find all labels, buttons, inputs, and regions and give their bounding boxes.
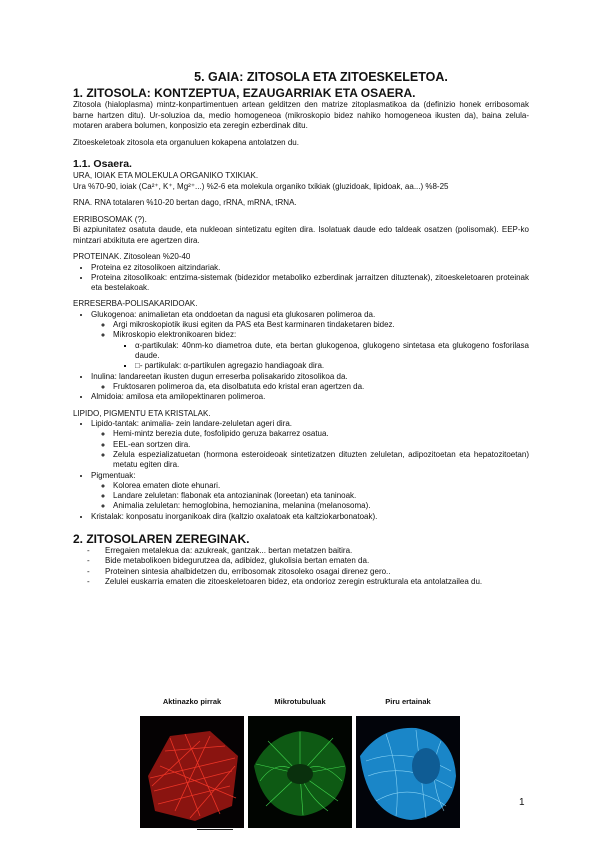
ura-text: Ura %70-90, ioiak (Ca²⁺, K⁺, Mg²⁺...) %2-6 eta molekula organiko txikiak (gluzidoak, lipidoak, aa...) %8-25: [73, 181, 449, 191]
document-title: 5. GAIA: ZITOSOLA ETA ZITOESKELETOA.: [194, 70, 448, 84]
list-item: [91, 372, 529, 393]
list-item: ◦ Animalia zeluletan: hemoglobina, hemozianina, melanina (melanosoma).: [113, 501, 529, 511]
section-1-heading: 1. ZITOSOLA: KONTZEPTUA, EZAUGARRIAK ETA OSAERA.: [73, 86, 416, 100]
pigmentuak-text: Pigmentuak:: [91, 470, 136, 480]
lipido-list: [73, 419, 529, 522]
list-item: [113, 330, 529, 371]
list-item: [91, 419, 529, 470]
list-item: ◦ Hemi-mintz berezia dute, fosfolipido geruza bakarrez osatua.: [113, 429, 529, 439]
list-item: [91, 471, 529, 512]
glukogenoa-text: Glukogenoa: animalietan eta onddoetan da nagusi eta glukosaren polimeroa da.: [91, 309, 376, 319]
erreserba-label: ERRESERBA-POLISAKARIDOAK.: [73, 299, 198, 309]
glukogenoa-sub: Mikroskopio elektronikoaren bidez:: [113, 330, 237, 340]
list-item: - Erregaien metalekua da: azukreak, gantzak... bertan metatzen baitira.: [87, 546, 529, 556]
inulina-text: Inulina: landareetan ikusten dugun erreserba polisakarido zitosolikoa da.: [91, 371, 348, 381]
erribosomak-label: ERRIBOSOMAK (?).: [73, 214, 147, 224]
list-item: ◦ Kolorea ematen diote ehunari.: [113, 481, 529, 491]
document-page: [73, 70, 529, 587]
section-1-paragraph-2: Zitoeskeletoak zitosola eta organuluen kokapena antolatzen du.: [73, 137, 299, 147]
figure-caption: Aktinazko pirrak: [162, 697, 222, 706]
proteinak-label: PROTEINAK. Zitosolean %20-40: [73, 252, 191, 261]
actin-filaments-image: [140, 716, 244, 828]
figure-mikrotubuluak: [248, 697, 352, 833]
zereginak-list: [73, 546, 529, 587]
erreserba-list: [73, 310, 529, 403]
figure-caption: Mikrotubuluak: [274, 697, 326, 706]
microtubules-image: [248, 716, 352, 828]
page-number: 1: [519, 797, 525, 808]
figure-aktina: [140, 697, 244, 833]
list-item: • Kristalak: konposatu inorganikoak dira (kaltzio oxalatoak eta kaltziokarbonatoak).: [91, 512, 529, 522]
lipido-text: Lipido-tantak: animalia- zein landare-zeluletan ageri dira.: [91, 419, 293, 429]
list-item: ◦ Landare zeluletan: flabonak eta antozianinak (loreetan) eta taninoak.: [113, 491, 529, 501]
list-item: ◦ EEL-ean sortzen dira.: [113, 440, 529, 450]
ura-label: URA, IOIAK ETA MOLEKULA ORGANIKO TXIKIAK.: [73, 171, 259, 180]
list-item: • Proteina zitosolikoak: entzima-sistemak (bidezidor metaboliko ezberdinak jarraitzen dituztenak), zitoeskeletoaren proteinak eta bestelakoak.: [91, 273, 529, 294]
figure-row: [140, 697, 460, 837]
list-item: ◦ Zelula espezializatuetan (hormona esteroideoak sintetizatzen dituzten zeluletan, adipozitoetan eta hepatozitoetan) metatu egiten dira.: [113, 450, 529, 471]
list-item: ◦ Fruktosaren polimeroa da, eta disolbatuta edo kristal eran agertzen da.: [113, 382, 529, 392]
list-item: • Almidoia: amilosa eta amilopektinaren polimeroa.: [91, 392, 529, 402]
proteinak-list: [73, 263, 529, 294]
lipido-label: LIPIDO, PIGMENTU ETA KRISTALAK.: [73, 408, 211, 418]
scale-bar: [197, 829, 233, 830]
intermediate-filaments-image: [356, 716, 460, 828]
list-item: ▪ α-partikulak: 40nm-ko diametroa dute, eta bertan glukogenoa, glukogeno sintetasa eta glukogeno fosforilasa daude.: [135, 341, 529, 362]
section-1-1-heading: 1.1. Osaera.: [73, 158, 132, 170]
list-item: - Bide metabolikoen bidegurutzea da, adibidez, glukolisia bertan ematen da.: [87, 556, 529, 566]
figure-piru-ertainak: [356, 697, 460, 833]
section-2-heading: 2. ZITOSOLAREN ZEREGINAK.: [73, 532, 250, 547]
erribosomak-text: Bi azpiunitatez osatuta daude, eta nukleoan sintetizatu egiten dira. Isolatuak daude edo taldeak osatzen (polisomak). EEP-ko mintzari atxikituta ere agertzen dira.: [73, 225, 529, 245]
section-1-paragraph: Zitosola (hialoplasma) mintz-konpartimentuen artean gelditzen den matrize zitoplasmatikoa da (definizio honek erribosomak barne hartzen ditu). Ur-soluzioa da, medio homogeneoa (mikroskopio bidez nahiko homogeneoa ikusten da), baina zelula-motaren arabera bolumen, konposizio eta zeregin ezberdinak ditu.: [73, 100, 529, 130]
list-item: ▪ □- partikulak: α-partikulen agregazio handiagoak dira.: [135, 361, 529, 371]
rna-text: RNA. RNA totalaren %10-20 bertan dago, rRNA, mRNA, tRNA.: [73, 198, 297, 207]
list-item: - Zelulei euskarria ematen die zitoeskeletoaren bidez, eta ondorioz zeregin estrukturala eta antolatzailea du.: [87, 577, 529, 587]
list-item: - Proteinen sintesia ahalbidetzen du, erribosomak zitosoleko osagai direnez gero..: [87, 567, 529, 577]
figure-caption: Piru ertainak: [385, 697, 431, 706]
list-item: ◦ Argi mikroskopiotik ikusi egiten da PAS eta Best karminaren tindaketaren bidez.: [113, 320, 529, 330]
list-item: • Proteina ez zitosolikoen aitzindariak.: [91, 263, 529, 273]
list-item: [91, 310, 529, 372]
